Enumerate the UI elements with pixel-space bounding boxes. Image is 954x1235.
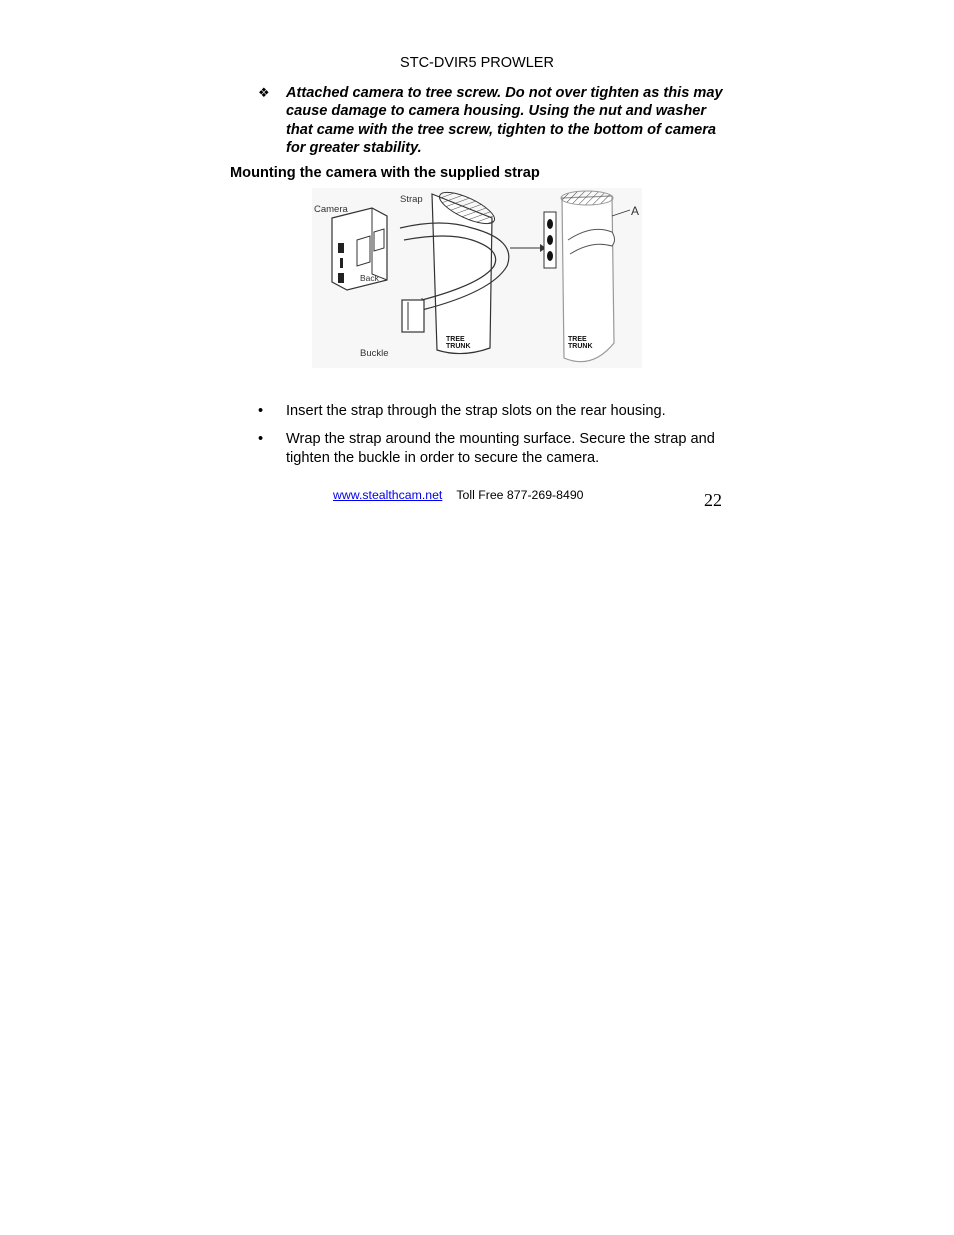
section-title: Mounting the camera with the supplied strap	[230, 165, 540, 181]
list-item	[258, 402, 728, 420]
strap-mounting-illustration	[312, 188, 642, 368]
list-item-text: Wrap the strap around the mounting surface. Secure the strap and tighten the buckle in order to secure the camera.	[286, 431, 715, 466]
label-strap: Strap	[400, 194, 423, 205]
label-a: A	[631, 204, 640, 218]
label-tree-trunk-left-line2: TRUNK	[446, 343, 471, 350]
page-header: STC-DVIR5 PROWLER	[400, 55, 554, 71]
page-footer	[333, 488, 584, 502]
label-tree-trunk-left-line1: TREE	[446, 336, 465, 343]
label-back: Back	[360, 273, 379, 283]
camera-side-view	[544, 212, 556, 268]
label-tree-trunk-right-line1: TREE	[568, 336, 587, 343]
label-buckle: Buckle	[360, 348, 389, 359]
label-camera: Camera	[314, 204, 348, 215]
list-item	[258, 430, 728, 467]
list-item-text: Insert the strap through the strap slots on the rear housing.	[286, 403, 666, 419]
label-tree-trunk-right-line2: TRUNK	[568, 343, 593, 350]
four-diamond-bullet-icon: ❖	[258, 85, 270, 100]
bullet-marker: •	[258, 431, 264, 448]
phone-number: Toll Free 877-269-8490	[456, 488, 584, 502]
bullet-marker: •	[258, 403, 264, 419]
website-link[interactable]: www.stealthcam.net	[333, 488, 443, 502]
tree-trunk-left	[432, 188, 498, 354]
instruction-list	[258, 402, 728, 477]
note-item	[258, 84, 728, 157]
note-text: Attached camera to tree screw. Do not over tighten as this may cause damage to camera housing. Using the nut and washer that came with the tree screw, tighten to the bottom of camera for greater stability.	[286, 85, 723, 156]
page-number: 22	[704, 490, 722, 510]
buckle	[402, 300, 424, 332]
